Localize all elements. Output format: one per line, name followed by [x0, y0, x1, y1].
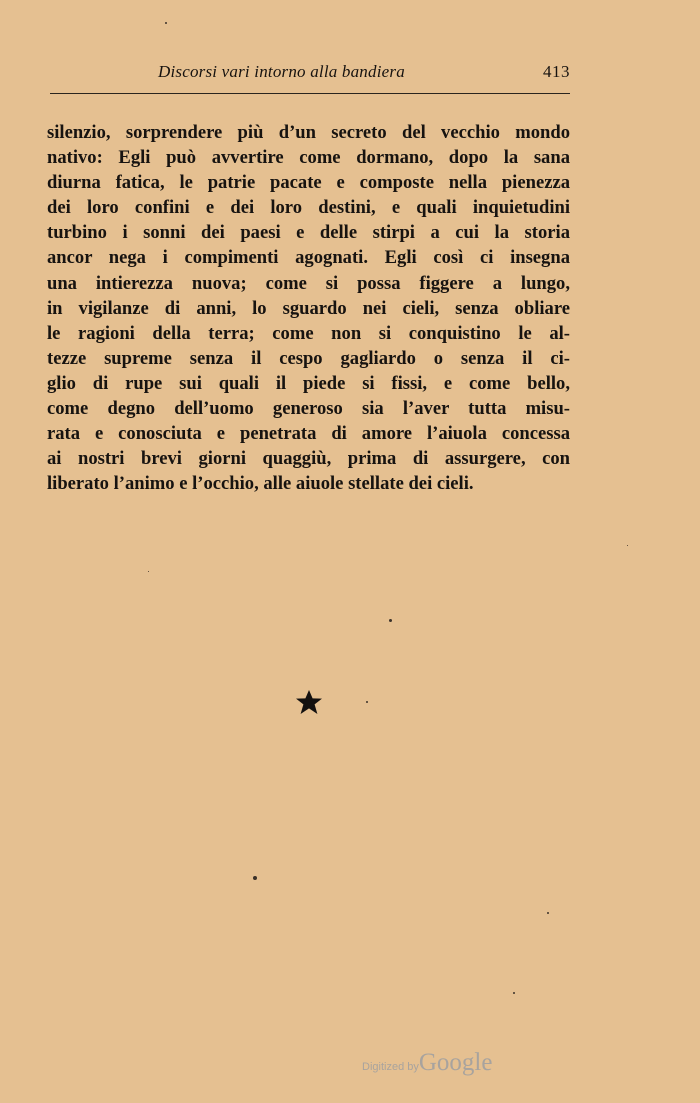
paper-speck — [547, 912, 549, 914]
star-icon — [296, 688, 324, 716]
paper-speck — [389, 619, 392, 622]
text-line: in vigilanze di anni, lo sguardo nei cieli, senza obliare — [47, 297, 570, 319]
text-line: una intierezza nuova; come si possa figgere a lungo, — [47, 272, 570, 294]
text-line: nativo: Egli può avvertire come dormano, dopo la sana — [47, 147, 570, 169]
text-line: dei loro confini e dei loro destini, e quali inquietudini — [47, 197, 570, 219]
digitized-watermark — [362, 1049, 492, 1077]
text-line: diurna fatica, le patrie pacate e composte nella pienezza — [47, 172, 570, 194]
running-title: Discorsi vari intorno alla bandiera — [158, 62, 405, 81]
text-line: rata e conosciuta e penetrata di amore l’aiuola concessa — [47, 423, 570, 445]
paper-speck — [253, 876, 257, 880]
header-rule — [50, 93, 570, 94]
text-line: le ragioni della terra; come non si conquistino le al- — [47, 322, 570, 344]
paper-speck — [366, 701, 368, 703]
page-number: 413 — [543, 62, 570, 81]
text-line: ancor nega i compimenti agognati. Egli così ci insegna — [47, 247, 570, 269]
text-line: glio di rupe sui quali il piede si fissi, e come bello, — [47, 372, 570, 394]
watermark-prefix: Digitized by — [362, 1061, 419, 1073]
body-paragraph — [47, 120, 570, 496]
paper-speck — [627, 545, 628, 546]
text-line: silenzio, sorprendere più d’un secreto del vecchio mondo — [47, 122, 570, 143]
text-line: tezze supreme senza il cespo gagliardo o senza il ci- — [47, 347, 570, 369]
text-line: ai nostri brevi giorni quaggiù, prima di assurgere, con — [47, 448, 570, 470]
paper-speck — [513, 992, 515, 994]
running-header — [50, 62, 570, 90]
text-line: come degno dell’uomo generoso sia l’aver tutta misu- — [47, 398, 570, 420]
paper-speck — [165, 22, 167, 24]
text-line: liberato l’animo e l’occhio, alle aiuole stellate dei cieli. — [47, 473, 474, 495]
text-line: turbino i sonni dei paesi e delle stirpi a cui la storia — [47, 222, 570, 244]
watermark-brand: Google — [418, 1049, 493, 1076]
paper-speck — [148, 571, 149, 572]
